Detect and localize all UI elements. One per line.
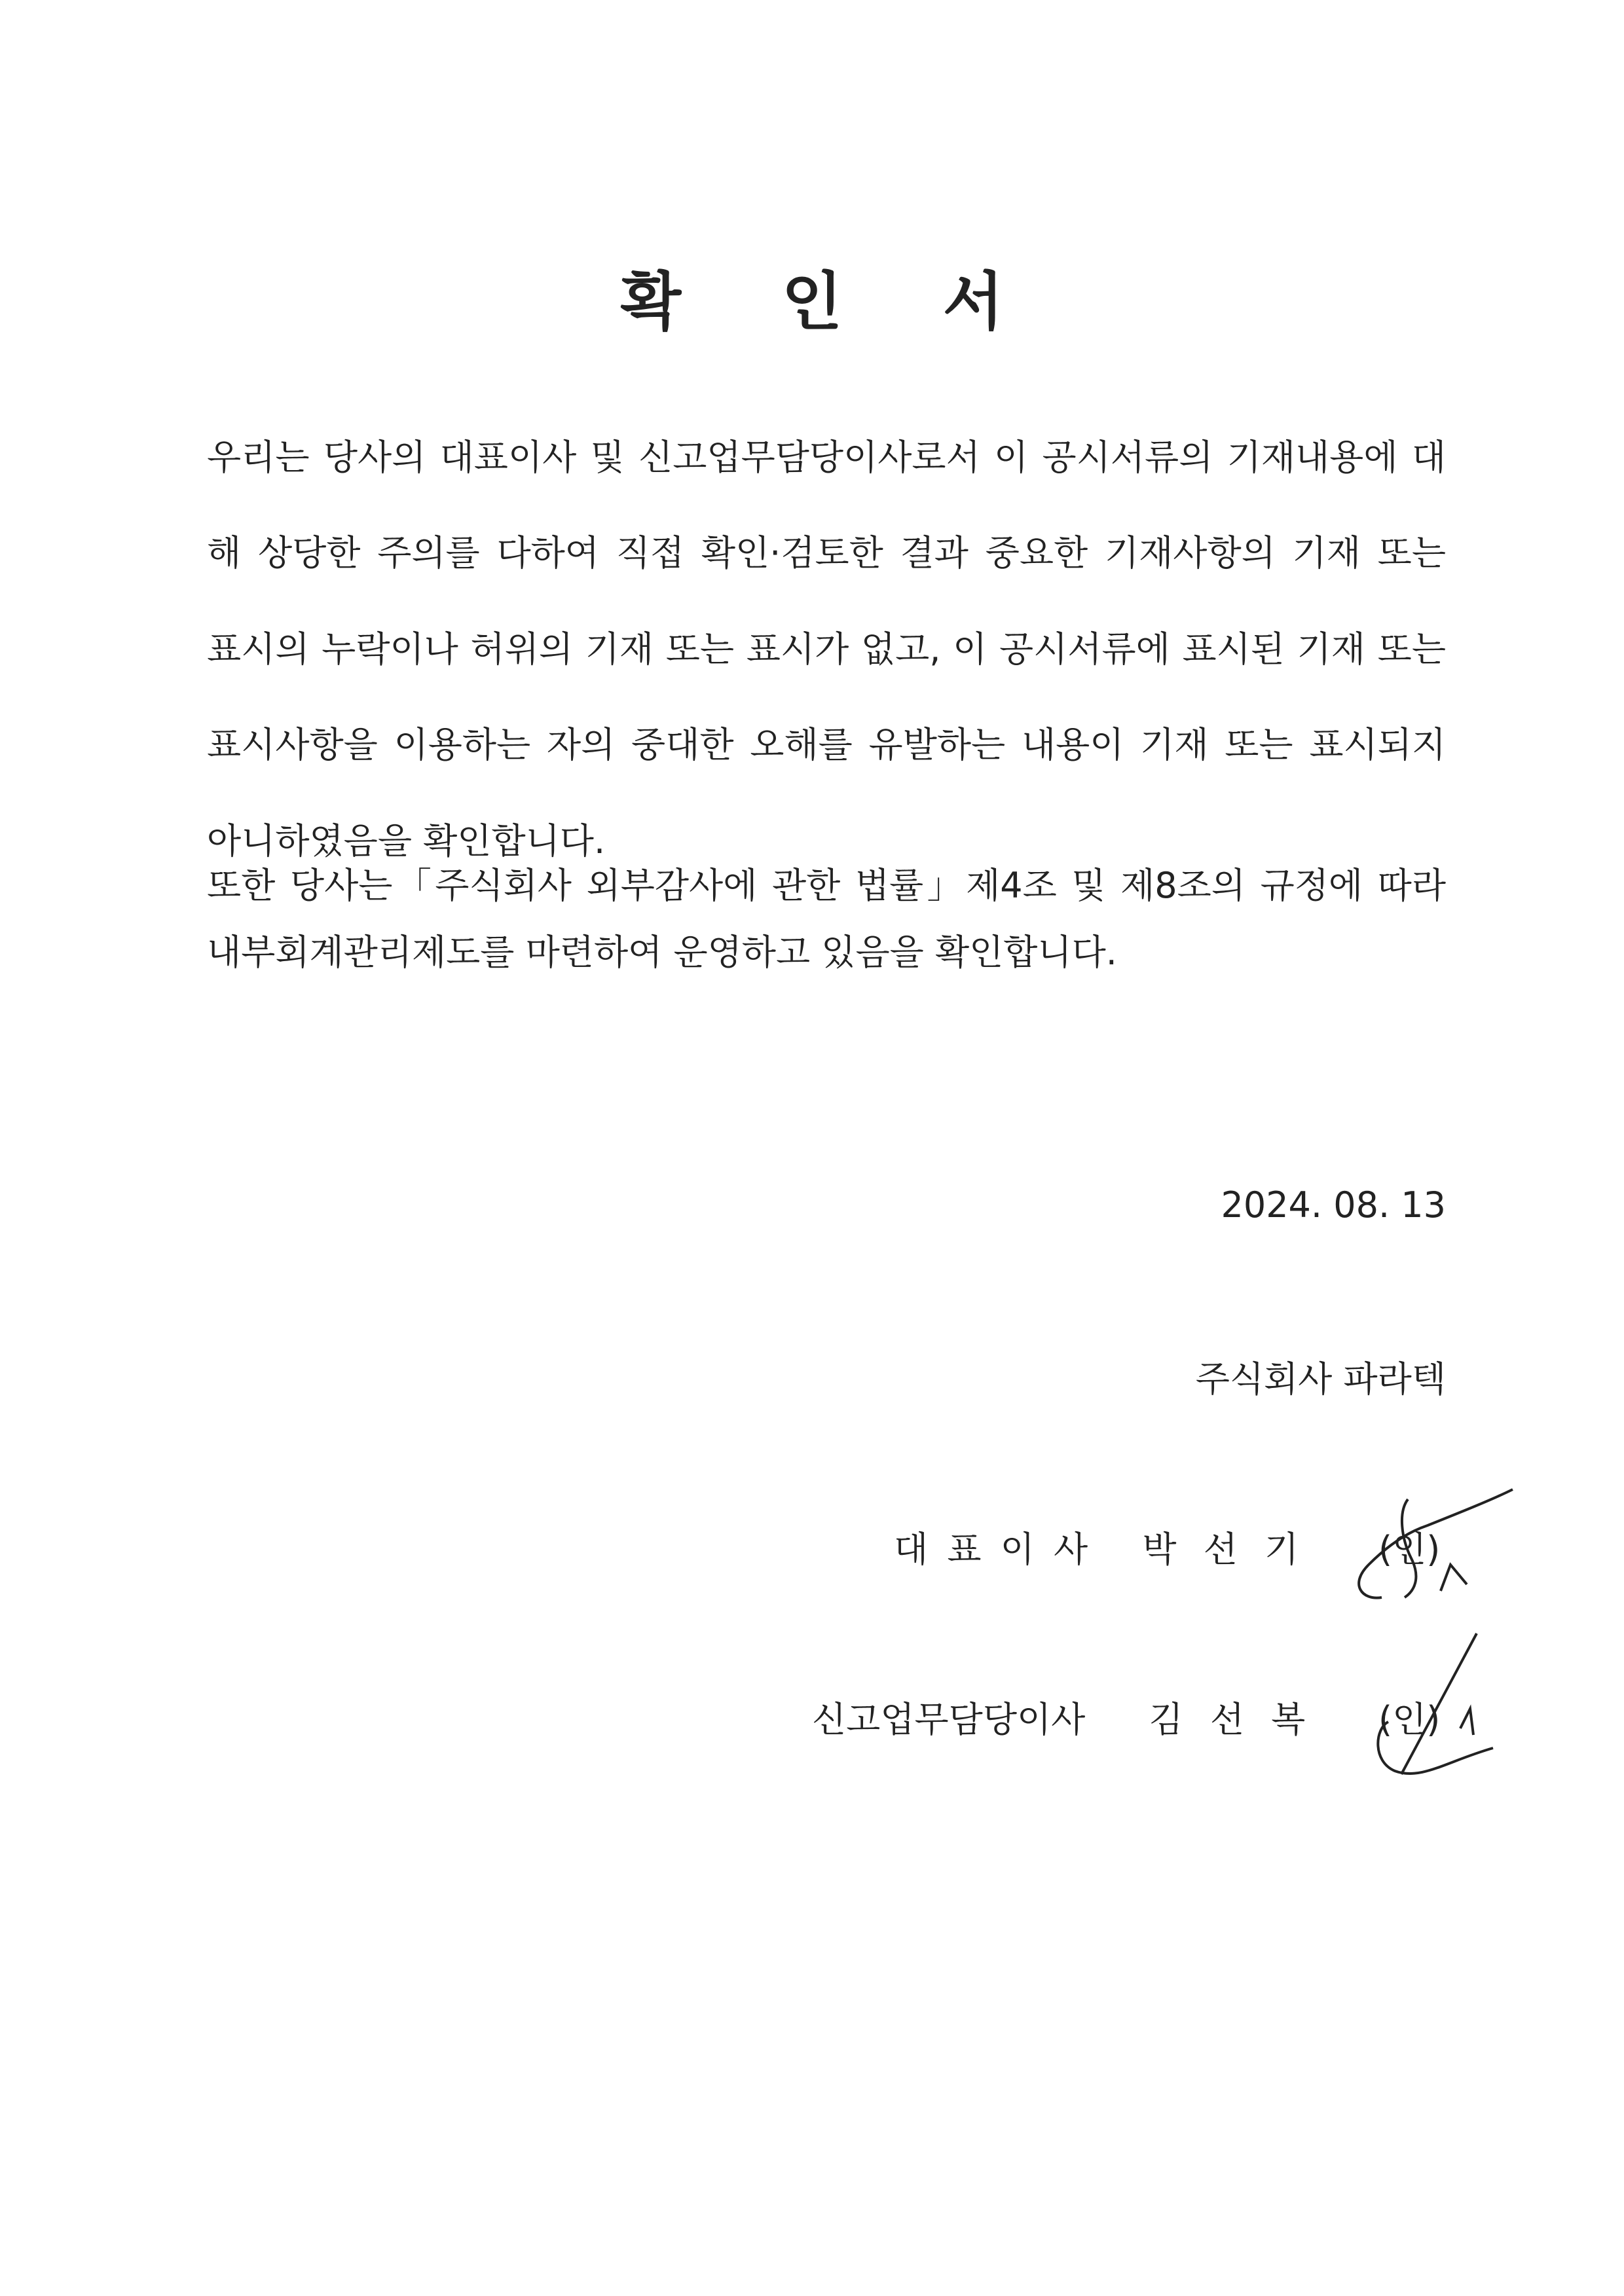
document-date: 2024. 08. 13 — [1221, 1184, 1446, 1226]
signatory-name: 김 선 복 — [1149, 1699, 1314, 1740]
signature-ceo — [1336, 1486, 1519, 1617]
paragraph2-line: 또한 당사는「주식회사 외부감사에 관한 법률」제4조 및 제8조의 규정에 따라 — [207, 865, 1446, 906]
paragraph1-line: 표시사항을 이용하는 자의 중대한 오해를 유발하는 내용이 기재 또는 표시되지 — [207, 724, 1446, 765]
signatory-role: 대 표 이 사 — [894, 1529, 1092, 1570]
paragraph2-line: 내부회계관리제도를 마련하여 운영하고 있음을 확인합니다. — [207, 932, 1117, 973]
seal-mark: (인) — [1378, 1699, 1441, 1740]
paragraph1-line: 해 상당한 주의를 다하여 직접 확인·검토한 결과 중요한 기재사항의 기재 또는 — [207, 532, 1446, 574]
seal-mark: (인) — [1378, 1529, 1441, 1570]
document-title: 확 인 서 — [620, 265, 1043, 338]
paragraph1-line: 아니하였음을 확인합니다. — [207, 820, 606, 862]
signatory-ceo — [894, 1527, 1441, 1573]
signatory-name: 박 선 기 — [1142, 1529, 1307, 1570]
company-name: 주식회사 파라텍 — [1195, 1358, 1446, 1400]
paragraph1-line: 우리는 당사의 대표이사 및 신고업무담당이사로서 이 공시서류의 기재내용에 대 — [207, 437, 1446, 478]
signatory-role: 신고업무담당이사 — [812, 1699, 1086, 1740]
signatory-disclosure-officer — [812, 1697, 1441, 1743]
signature-disclosure-officer — [1362, 1630, 1506, 1787]
paragraph1-line: 표시의 누락이나 허위의 기재 또는 표시가 없고, 이 공시서류에 표시된 기재 또는 — [207, 629, 1446, 670]
